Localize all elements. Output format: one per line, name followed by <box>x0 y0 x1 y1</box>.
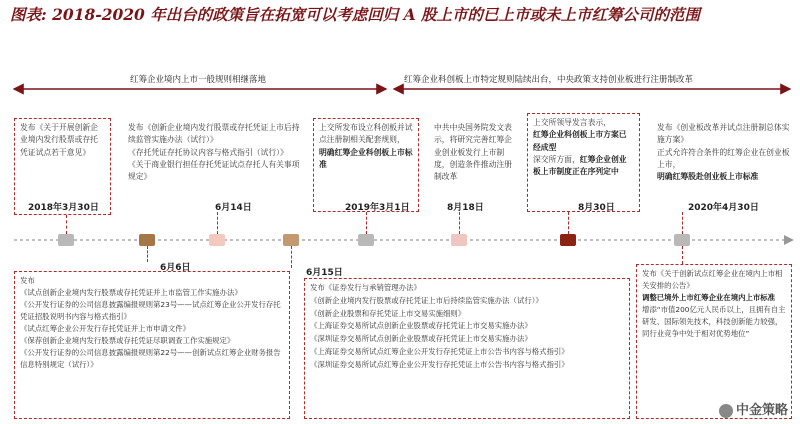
event-2020-04-30-text-c: 明确红筹股赴创业板上市标准 <box>657 172 759 182</box>
connector-e3 <box>366 212 367 234</box>
connector-e6 <box>682 212 683 234</box>
event-06-06-line: 《保荐创新企业境内发行股票或存托凭证尽职调查工作实施规定》 <box>20 336 235 345</box>
event-06-06-line: 《公开发行证券的公司信息披露编报规则第22号——创新试点红筹企业财务报告信息特别规定（试行）》 <box>20 348 281 369</box>
event-2020-04-30-bottom <box>636 264 792 419</box>
event-06-15-line: 《深圳证券交易所试点创新企业股票或存托凭证上市交易实施办法》 <box>310 334 532 344</box>
event-08-30 <box>527 113 640 212</box>
event-2019-03-01-text-b: 明确红筹企业科创板上市标准 <box>319 147 413 169</box>
watermark-text: 中金策略 <box>735 403 788 418</box>
watermark <box>719 399 788 418</box>
event-06-15-line: 《上海证券交易所试点红筹企业公开发行存托凭证上市公告书内容与格式指引》 <box>310 346 569 356</box>
connector-b1 <box>147 246 148 262</box>
page-title: 图表: 2018-2020 年出台的政策旨在拓宽可以考虑回归 A 股上市的已上市或未上市红筹公司的范围 <box>10 5 701 24</box>
event-06-15-line: 《创新企业股票和存托凭证上市交易实施细则》 <box>310 308 466 318</box>
date-2020-04-30: 2020年4月30日 <box>688 203 759 213</box>
connector-e2 <box>217 212 218 234</box>
marker-2020-04-30 <box>674 234 690 246</box>
marker-2018-03-30 <box>58 234 74 246</box>
event-2019-03-01-text-a: 上交所发布设立科创板并试点注册制相关配套规则， <box>319 123 413 145</box>
date-06-06: 6月6日 <box>160 263 191 273</box>
date-06-15: 6月15日 <box>306 268 343 278</box>
marker-06-15 <box>283 234 299 246</box>
marker-2019-03-01 <box>358 234 374 246</box>
phase-label-right: 红筹企业科创板上市特定规则陆续出台，中央政策支持创业板进行注册制改革 <box>404 75 694 85</box>
event-06-06 <box>14 271 290 419</box>
date-06-14: 6月14日 <box>215 203 252 213</box>
event-2020-bottom-text-b: 调整已境外上市红筹企业在境内上市标准 <box>642 293 776 302</box>
event-08-18-text: 中共中央国务院发文表示，将研究完善红筹企业创业板发行上市制度，创造条件推动注册制改革 <box>434 123 512 182</box>
event-2019-03-01 <box>313 118 419 212</box>
event-06-15-line: 《上海证券交易所试点创新企业股票或存托凭证上市交易实施办法》 <box>310 321 532 331</box>
event-2020-bottom-text-c: 增添“市值200亿元人民币以上，且拥有自主研发、国际领先技术，科技创新能力较强，同行业竞争中处于相对优势地位” <box>642 305 786 338</box>
marker-08-18 <box>451 234 467 246</box>
event-2020-04-30 <box>657 122 791 183</box>
phase-label-left: 红筹企业境内上市一般规则相继落地 <box>130 75 267 85</box>
event-2018-03-30-text: 发布《关于开展创新企业境内发行股票或存托凭证试点若干意见》 <box>20 123 98 157</box>
event-06-06-line: 《试点创新企业境内发行股票或存托凭证并上市监管工作实施办法》 <box>20 288 242 297</box>
connector-b2 <box>291 246 292 268</box>
marker-06-14 <box>209 234 225 246</box>
event-08-30-text-d: 红筹企业创业板上市制度正在序列定中 <box>533 154 627 177</box>
event-2020-04-30-text-b: 正式允许符合条件的红筹企业在创业板上市， <box>657 147 790 169</box>
marker-06-06 <box>139 234 155 246</box>
event-08-30-text-a: 上交所领导发言表示， <box>533 118 611 127</box>
event-06-06-line: 《公开发行证券的公司信息披露编报规则第23号——试点红筹企业公开发行存托凭证招股说明书内容与格式指引》 <box>20 300 281 321</box>
marker-08-30 <box>560 234 576 246</box>
date-2018-03-30: 2018年3月30日 <box>28 203 99 213</box>
event-06-14-text-c: 《关于商业银行担任存托凭证试点存托人有关事项规定》 <box>128 159 300 182</box>
event-06-06-line: 发布 <box>20 276 35 285</box>
event-06-15 <box>304 278 630 419</box>
event-06-15-line: 发布《证券发行与承销管理办法》 <box>310 283 421 292</box>
event-06-14-text-a: 发布《创新企业境内发行股票或存托凭证上市后持续监管实施办法（试行）》 <box>128 123 300 145</box>
wechat-logo-icon <box>719 404 733 418</box>
connector-e4 <box>459 212 460 234</box>
event-06-15-line: 《深圳证券交易所试点红筹企业公开发行存托凭证上市公告书内容与格式指引》 <box>310 359 569 369</box>
event-06-06-line: 《试点红筹企业公开发行存托凭证并上市申请文件》 <box>20 324 190 333</box>
date-2019-03-01: 2019年3月1日 <box>345 203 410 213</box>
event-08-30-text-b: 红筹企业科创板上市方案已经成型 <box>533 130 627 152</box>
event-08-18 <box>434 122 519 183</box>
connector-b3 <box>682 246 683 264</box>
event-06-14 <box>128 122 300 183</box>
event-08-30-text-c: 深交所方面， <box>533 154 580 164</box>
date-08-30: 8月30日 <box>578 203 615 213</box>
event-06-15-line: 《创新企业境内发行股票或存托凭证上市后持续监管实施办法（试行）》 <box>310 295 543 305</box>
event-06-14-text-b: 《存托凭证存托协议内容与格式指引（试行）》 <box>128 147 288 157</box>
connector-e5 <box>568 212 569 234</box>
event-2020-bottom-text-a: 发布《关于创新试点红筹企业在境内上市相关安排的公告》 <box>642 269 783 290</box>
connector-e1 <box>66 215 67 234</box>
date-08-18: 8月18日 <box>447 203 484 213</box>
event-2020-04-30-text-a: 发布《创业板改革并试点注册制总体实施方案》 <box>657 123 790 145</box>
